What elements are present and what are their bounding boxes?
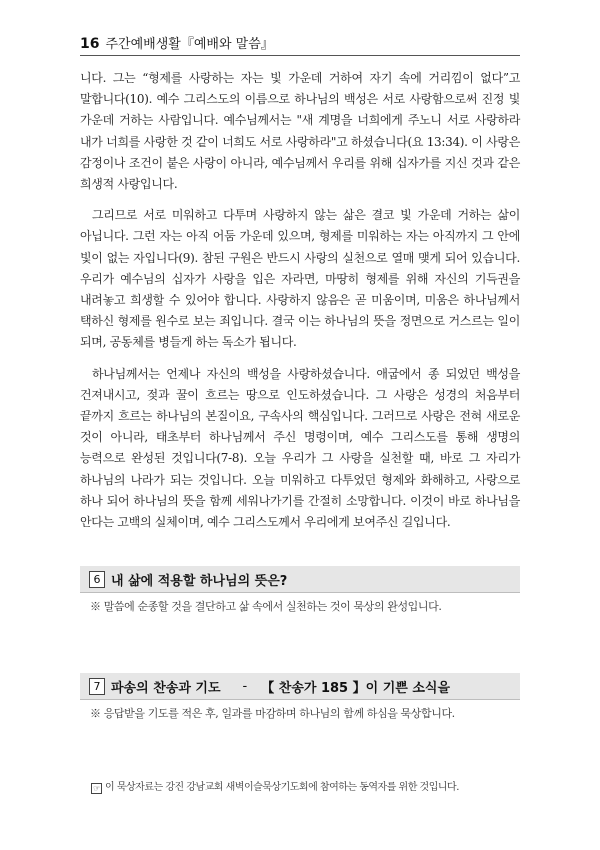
paragraph: 하나님께서는 언제나 자신의 백성을 사랑하셨습니다. 애굽에서 종 되었던 백성을 건져내시고, 젖과 꿀이 흐르는 땅으로 인도하셨습니다. 그 사랑은 성경의 처음부터 끝까지 흐르는 하나님의 본질이요, 구속사의 핵심입니다. 그러므로 사랑은 전혀 새로운 것이 아니라, 태초부터 하나님께서 주신 명령이며, 예수 그리스도를 통해 생명의 능력으로 완성된 것입니다(7-8). 오늘 우리가 그 사랑을 실천할 때, 바로 그 자리가 하나님의 나라가 되는 것입니다. 오늘 미워하고 다투었던 형제와 화해하고, 사랑으로 하나 되어 하나님의 뜻을 함께 세워나가기를 간절히 소망합니다. 이것이 바로 하나님을 안다는 고백의 실체이며, 예수 그리스도께서 우리에게 보여주신 길입니다. (80, 366, 520, 530)
publication-title: 주간예배생활『예배와 말씀』 (105, 37, 274, 52)
header-rule (80, 55, 520, 56)
hymn-reference: 【 찬송가 185 】이 기쁜 소식을 (261, 680, 451, 696)
section-number-box: 6 (89, 571, 105, 588)
section-7-note: ※ 응답받을 기도를 적은 후, 일과를 마감하며 하나님의 함께 하심을 묵상합니다. (90, 707, 455, 720)
footer-note (91, 778, 459, 794)
page-number: 16 (80, 36, 100, 52)
body-text (80, 68, 520, 543)
pointing-hand-icon: ☞ (91, 783, 102, 794)
page-header (80, 33, 520, 52)
title-separator: - (242, 678, 248, 694)
section-7-heading (80, 673, 520, 700)
section-title: 파송의 찬송과 기도 (111, 680, 221, 696)
footer-text: 이 묵상자료는 강진 강남교회 새벽이슬묵상기도회에 참여하는 동역자를 위한 것입니다. (105, 782, 459, 793)
paragraph: 니다. 그는 “형제를 사랑하는 자는 빛 가운데 거하여 자기 속에 거리낌이 없다”고 말합니다(10). 예수 그리스도의 이름으로 하나님의 백성은 서로 사랑함으로써 진정 빛 가운데 거하는 사람입니다. 예수님께서는 "새 계명을 너희에게 주노니 서로 사랑하라 내가 너희를 사랑한 것 같이 너희도 서로 사랑하라"고 하셨습니다(요 13:34). 이 사랑은 감정이나 조건이 붙은 사랑이 아니라, 예수님께서 우리를 위해 십자가를 지신 것과 같은 희생적 사랑입니다. (80, 71, 520, 192)
paragraph: 그리므로 서로 미워하고 다투며 사랑하지 않는 삶은 결코 빛 가운데 거하는 삶이 아닙니다. 그런 자는 아직 어둠 가운데 있으며, 형제를 미워하는 자는 아직까지 그 안에 빛이 없는 자입니다(9). 참된 구원은 반드시 사랑의 실천으로 열매 맺게 되어 있습니다. 우리가 예수님의 십자가 사랑을 입은 자라면, 마땅히 형제를 위해 자신의 기득권을 내려놓고 희생할 수 있어야 합니다. 사랑하지 않음은 곧 미움이며, 미움은 하나님께서 택하신 형제를 원수로 보는 죄입니다. 결국 이는 하나님의 뜻을 정면으로 거스르는 일이 되며, 공동체를 병들게 하는 독소가 됩니다. (80, 208, 520, 350)
section-6-note: ※ 말씀에 순종할 것을 결단하고 삶 속에서 실천하는 것이 묵상의 완성입니다. (90, 600, 442, 613)
section-6-heading (80, 566, 520, 593)
section-title: 내 삶에 적용할 하나님의 뜻은? (111, 573, 288, 589)
section-number-box: 7 (89, 678, 105, 695)
